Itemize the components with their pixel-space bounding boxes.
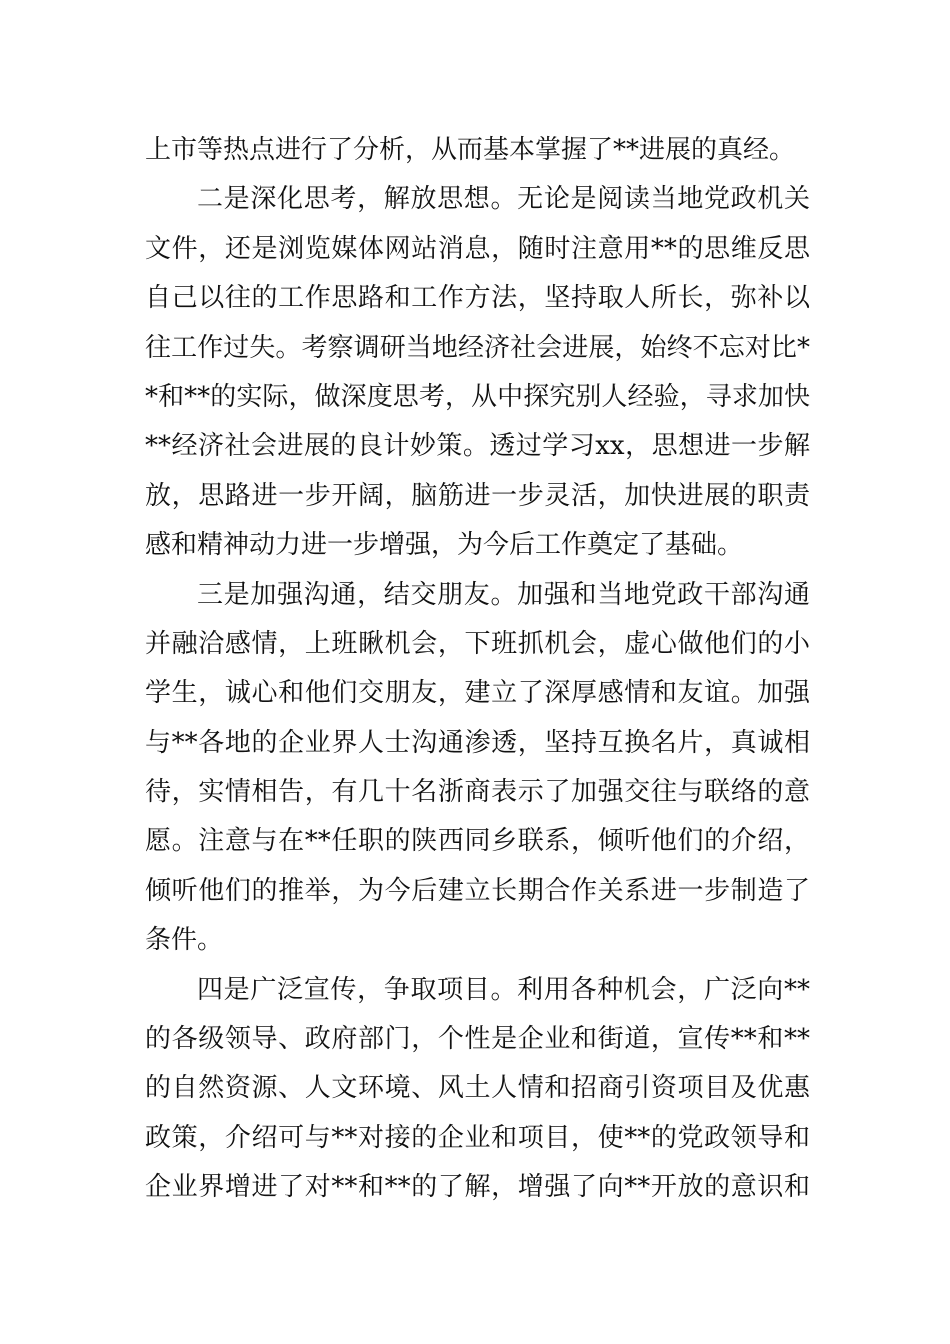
text-line: **经济社会进展的良计妙策。透过学习xx，思想进一步解 [145, 431, 810, 462]
text-line: 往工作过失。考察调研当地经济社会进展，始终不忘对比* [145, 332, 810, 363]
paragraph-first-line: 三是加强沟通，结交朋友。加强和当地党政干部沟通 [197, 579, 810, 610]
text-line: 文件，还是浏览媒体网站消息，随时注意用**的思维反思 [145, 233, 810, 264]
paragraph-first-line: 二是深化思考，解放思想。无论是阅读当地党政机关 [197, 184, 810, 215]
document-page [145, 126, 810, 1213]
text-line: 学生，诚心和他们交朋友，建立了深厚感情和友谊。加强 [145, 678, 810, 709]
text-line: 待，实情相告，有几十名浙商表示了加强交往与联络的意 [145, 777, 810, 808]
text-line: 条件。 [145, 925, 224, 956]
text-line: 并融洽感情，上班瞅机会，下班抓机会，虚心做他们的小 [145, 628, 810, 659]
text-line: *和**的实际，做深度思考，从中探究别人经验，寻求加快 [145, 381, 810, 412]
text-line: 愿。注意与在**任职的陕西同乡联系，倾听他们的介绍， [145, 826, 810, 857]
text-line: 政策，介绍可与**对接的企业和项目，使**的党政领导和 [145, 1122, 810, 1153]
paragraph-first-line: 四是广泛宣传，争取项目。利用各种机会，广泛向** [197, 974, 810, 1005]
text-line: 的各级领导、政府部门，个性是企业和街道，宣传**和** [145, 1024, 810, 1055]
text-line: 自己以往的工作思路和工作方法，坚持取人所长，弥补以 [145, 283, 810, 314]
text-line: 上市等热点进行了分析，从而基本掌握了**进展的真经。 [145, 135, 796, 165]
text-line: 企业界增进了对**和**的了解，增强了向**开放的意识和 [145, 1172, 810, 1203]
text-line: 感和精神动力进一步增强，为今后工作奠定了基础。 [145, 530, 744, 561]
text-line: 放，思路进一步开阔，脑筋进一步灵活，加快进展的职责 [145, 480, 810, 511]
text-line: 的自然资源、人文环境、风土人情和招商引资项目及优惠 [145, 1073, 810, 1104]
text-line: 与**各地的企业界人士沟通渗透，坚持互换名片，真诚相 [145, 727, 810, 758]
text-line: 倾听他们的推举，为今后建立长期合作关系进一步制造了 [145, 875, 810, 906]
